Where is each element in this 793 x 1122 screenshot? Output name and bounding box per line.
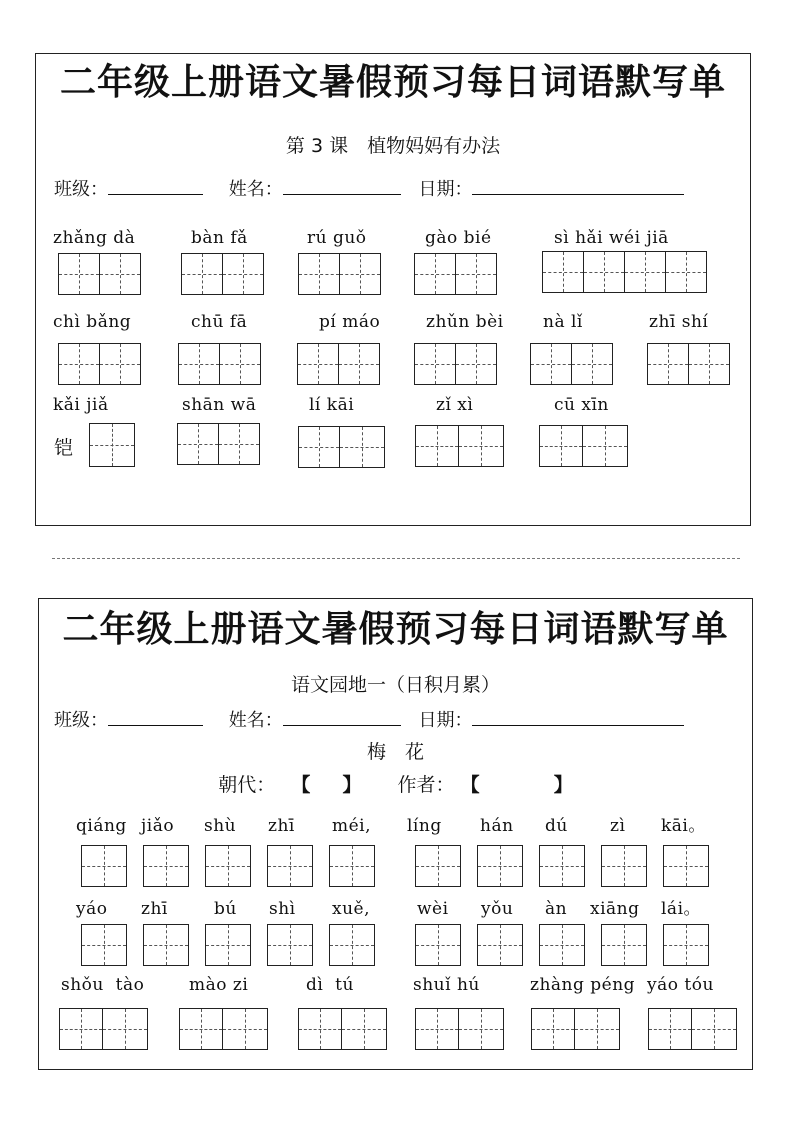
- pinyin-label: dì tú: [306, 975, 354, 995]
- pinyin-label: àn: [545, 899, 568, 919]
- student-info-fields: [54, 707, 684, 733]
- date-blank[interactable]: [472, 176, 684, 195]
- pinyin-label: lái。: [661, 899, 702, 919]
- pinyin-label: jiǎo: [141, 816, 175, 836]
- pinyin-label: chū fā: [191, 312, 248, 332]
- pinyin-label: zhī shí: [649, 312, 709, 332]
- pinyin-label: cū xīn: [554, 395, 609, 415]
- class-label: 班级：: [54, 710, 108, 731]
- dynasty-bracket-close: 】: [342, 774, 362, 796]
- pinyin-label: zǐ xì: [436, 395, 474, 415]
- poem-writing-boxes[interactable]: [81, 924, 709, 966]
- pinyin-label: shù: [204, 816, 237, 836]
- pinyin-label: gào bié: [425, 228, 492, 248]
- date-blank[interactable]: [472, 707, 684, 726]
- date-label: 日期：: [418, 179, 473, 200]
- writing-boxes[interactable]: [89, 423, 135, 467]
- worksheet-lesson-3: [35, 53, 751, 526]
- pinyin-label: qiáng: [76, 816, 127, 836]
- pinyin-label: bú: [214, 899, 237, 919]
- writing-boxes[interactable]: [648, 1008, 737, 1050]
- name-label: 姓名：: [228, 710, 283, 731]
- writing-boxes[interactable]: [647, 343, 730, 385]
- name-blank[interactable]: [283, 707, 401, 726]
- pinyin-label: méi,: [332, 816, 372, 836]
- lesson-title: 第 3 课 植物妈妈有办法: [285, 135, 501, 157]
- poem-meta: [39, 773, 752, 797]
- writing-boxes[interactable]: [531, 1008, 620, 1050]
- writing-boxes[interactable]: [542, 251, 707, 293]
- dynasty-bracket-open: 【: [291, 774, 311, 796]
- dynasty-label: 朝代：: [218, 774, 276, 796]
- pinyin-label: shǒu tào: [61, 975, 145, 995]
- pinyin-label: yǒu: [481, 899, 514, 919]
- writing-boxes[interactable]: [530, 343, 613, 385]
- writing-boxes[interactable]: [178, 343, 261, 385]
- class-blank[interactable]: [108, 176, 203, 195]
- pinyin-label: shān wā: [182, 395, 257, 415]
- writing-boxes[interactable]: [179, 1008, 268, 1050]
- writing-boxes[interactable]: [58, 253, 141, 295]
- pinyin-label: sì hǎi wéi jiā: [554, 228, 669, 248]
- pinyin-label: wèi: [417, 899, 449, 919]
- student-info-fields: [54, 176, 684, 202]
- pinyin-label: hán: [480, 816, 514, 836]
- pinyin-label: bàn fǎ: [191, 228, 248, 248]
- writing-boxes[interactable]: [414, 343, 497, 385]
- writing-boxes[interactable]: [177, 423, 260, 465]
- writing-boxes[interactable]: [298, 253, 381, 295]
- pinyin-label: yáo tóu: [647, 975, 714, 995]
- author-label: 作者：: [397, 774, 455, 796]
- writing-boxes[interactable]: [415, 425, 504, 467]
- poem-title: 梅 花: [366, 741, 424, 763]
- pinyin-label: shuǐ hú: [413, 975, 480, 995]
- pinyin-label: zhī: [268, 816, 295, 836]
- worksheet-title: 二年级上册语文暑假预习每日词语默写单: [62, 608, 729, 650]
- date-label: 日期：: [418, 710, 473, 731]
- author-bracket-close: 】: [553, 774, 573, 796]
- pinyin-label: nà lǐ: [543, 312, 583, 332]
- pinyin-label: mào zi: [189, 975, 249, 995]
- pinyin-label: yáo: [76, 899, 108, 919]
- pinyin-label: zhī: [141, 899, 168, 919]
- pinyin-label: xuě,: [332, 899, 371, 919]
- class-blank[interactable]: [108, 707, 203, 726]
- pinyin-label: kāi。: [661, 816, 706, 836]
- pinyin-label: chì bǎng: [53, 312, 132, 332]
- pinyin-label: lí kāi: [309, 395, 355, 415]
- writing-boxes[interactable]: [297, 343, 380, 385]
- pinyin-label: dú: [545, 816, 568, 836]
- writing-boxes[interactable]: [298, 426, 385, 468]
- author-bracket-open: 【: [460, 774, 480, 796]
- writing-boxes[interactable]: [59, 1008, 148, 1050]
- pinyin-label: kǎi jiǎ: [53, 395, 109, 415]
- pinyin-label: zì: [610, 816, 626, 836]
- pinyin-label: shì: [269, 899, 296, 919]
- worksheet-garden-1: [38, 598, 753, 1070]
- pinyin-label: líng: [407, 816, 442, 836]
- pinyin-label: xiāng: [590, 899, 640, 919]
- cut-line: [52, 558, 740, 559]
- writing-boxes[interactable]: [58, 343, 141, 385]
- pinyin-label: pí máo: [319, 312, 381, 332]
- name-label: 姓名：: [228, 179, 283, 200]
- pinyin-label: rú guǒ: [307, 228, 367, 248]
- poem-writing-boxes[interactable]: [81, 845, 709, 887]
- worksheet-title: 二年级上册语文暑假预习每日词语默写单: [59, 61, 726, 103]
- name-blank[interactable]: [283, 176, 401, 195]
- class-label: 班级：: [54, 179, 108, 200]
- writing-boxes[interactable]: [181, 253, 264, 295]
- given-character: 铠: [54, 437, 74, 459]
- writing-boxes[interactable]: [539, 425, 628, 467]
- writing-boxes[interactable]: [298, 1008, 387, 1050]
- writing-boxes[interactable]: [414, 253, 497, 295]
- pinyin-label: zhàng péng: [530, 975, 636, 995]
- pinyin-label: zhǎng dà: [53, 228, 136, 248]
- writing-boxes[interactable]: [415, 1008, 504, 1050]
- lesson-title: 语文园地一（日积月累）: [290, 674, 500, 696]
- pinyin-label: zhǔn bèi: [426, 312, 504, 332]
